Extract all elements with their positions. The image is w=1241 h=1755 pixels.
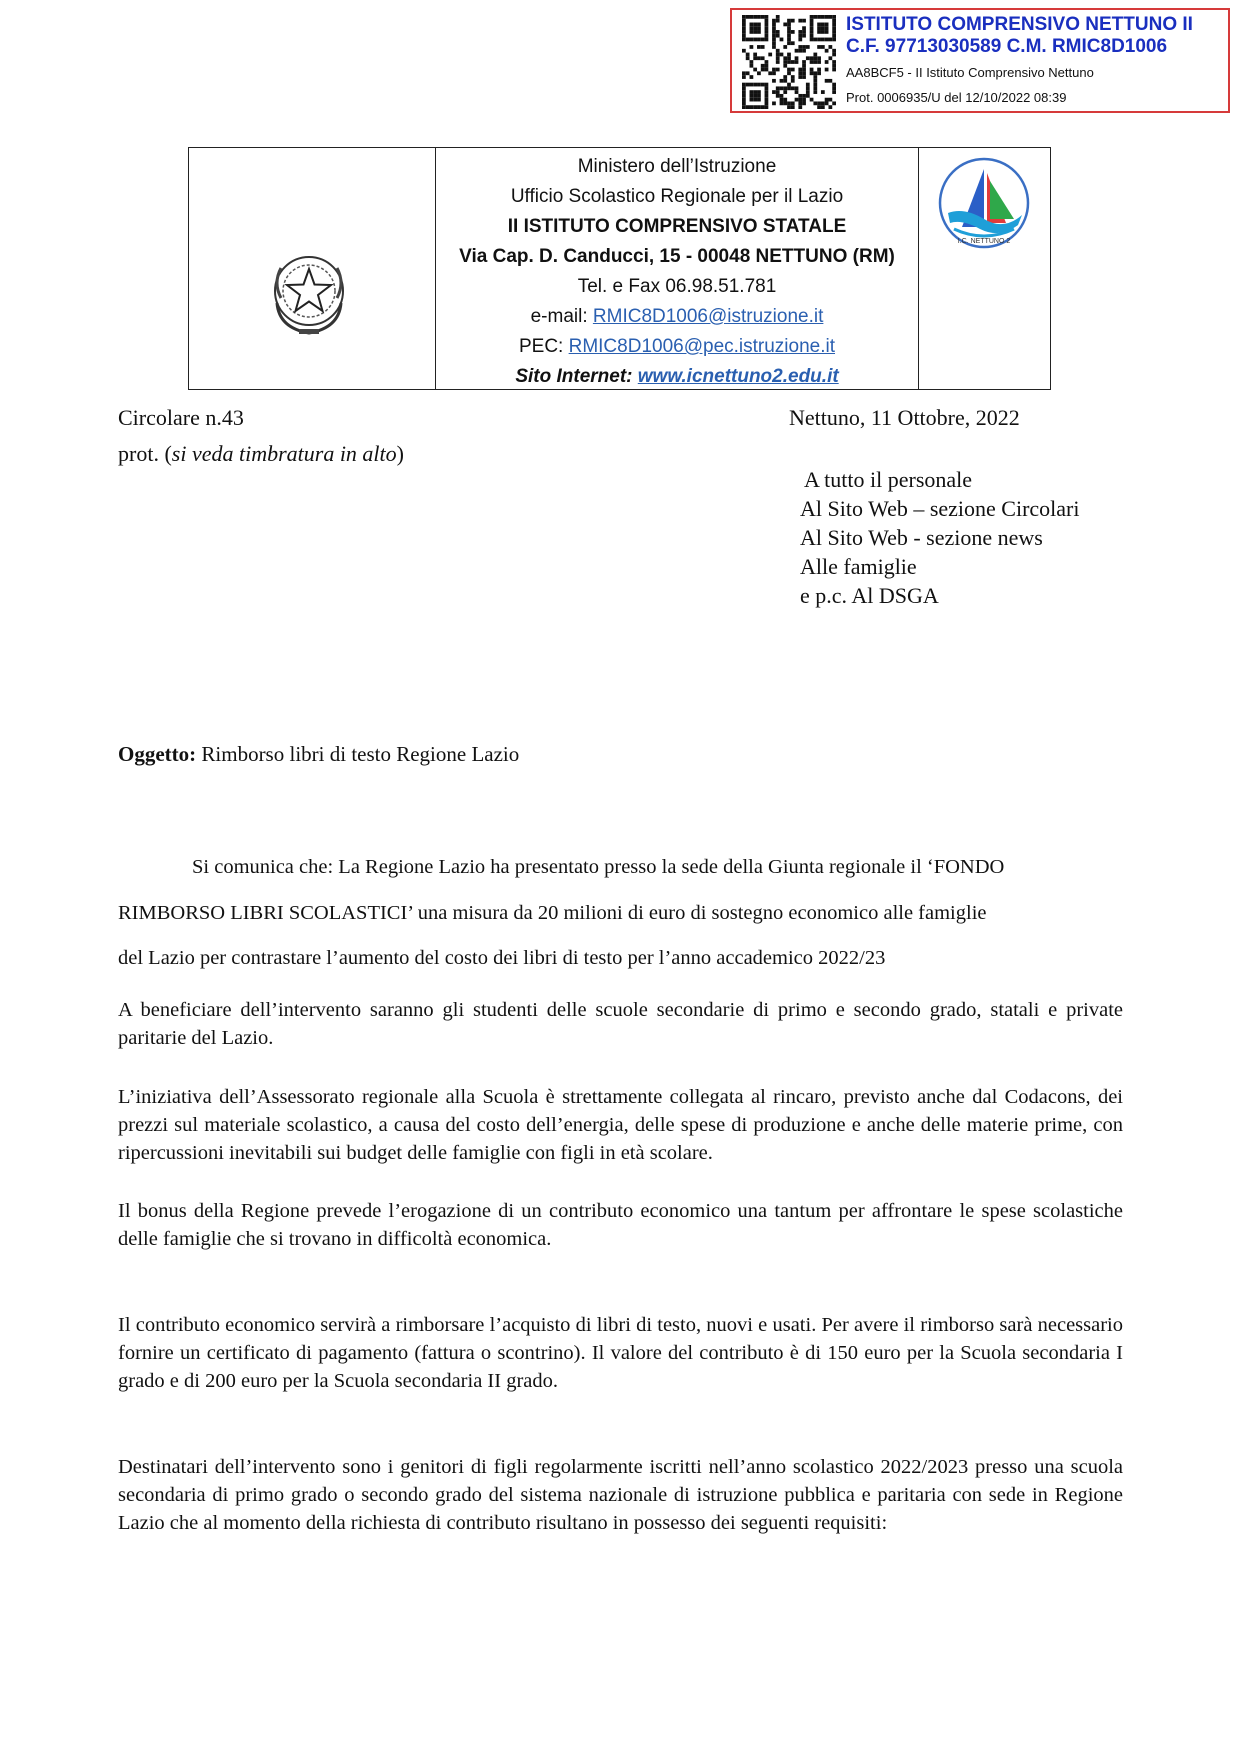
school-email-line <box>436 302 918 332</box>
recipient-item: Al Sito Web – sezione Circolari <box>800 496 1080 521</box>
email-label: e-mail: <box>530 306 593 327</box>
paragraph-text: Il contributo economico servirà a rimborsare l’acquisto di libri di testo, nuovi e usati. Per avere il rimborso sarà necessario fornire un certificato di pagamento (fattura o scontrino). Il valore del contributo è di 150 euro per la Scuola secondaria I grado e di 200 euro per la Scuola secondaria II grado. <box>118 1314 1123 1392</box>
italian-republic-emblem-icon <box>259 243 359 343</box>
subject-text: Rimborso libri di testo Regione Lazio <box>196 742 520 766</box>
stamp-codes: C.F. 97713030589 C.M. RMIC8D1006 <box>846 36 1168 57</box>
recipient-item: Alle famiglie <box>800 554 917 579</box>
stamp-protocol: Prot. 0006935/U del 12/10/2022 08:39 <box>846 90 1067 105</box>
prot-suffix: ) <box>396 441 404 466</box>
subject-label: Oggetto: <box>118 742 197 766</box>
paragraph-beneficiaries <box>118 996 1123 1052</box>
subject-line <box>118 740 519 769</box>
recipient-item: e p.c. Al DSGA <box>800 583 939 608</box>
prot-italic: si veda timbratura in alto <box>171 441 397 466</box>
paragraph-text: L’iniziativa dell’Assessorato regionale alla Scuola è strettamente collegata al rincaro, previsto anche dal Codacons, dei prezzi sul materiale scolastico, a causa del costo dell’energia, delle spese di produzione e anche delle materie prime, con ripercussioni inevitabili sui budget delle famiglie con figli in età scolare. <box>118 1086 1123 1164</box>
pec-label: PEC: <box>518 336 569 357</box>
letterhead-emblem-cell <box>189 148 436 389</box>
letterhead <box>188 147 1051 390</box>
pec-link[interactable]: RMIC8D1006@pec.istruzione.it <box>568 336 836 357</box>
school-logo-icon <box>934 153 1034 253</box>
intro-line-2: RIMBORSO LIBRI SCOLASTICI’ una misura da 20 milioni di euro di sostegno economico alle famiglie <box>118 902 987 924</box>
school-address: Via Cap. D. Canducci, 15 - 00048 NETTUNO (RM) <box>459 246 895 267</box>
email-link[interactable]: RMIC8D1006@istruzione.it <box>592 306 824 327</box>
place-date: Nettuno, 11 Ottobre, 2022 <box>789 405 1020 430</box>
paragraph-recipients <box>118 1453 1123 1537</box>
intro-line-3: del Lazio per contrastare l’aumento del costo dei libri di testo per l’anno accademico 2022/23 <box>118 947 886 969</box>
qr-code-icon <box>742 15 836 109</box>
stamp-id: AA8BCF5 - II Istituto Comprensivo Nettuno <box>846 65 1094 80</box>
stamp-institute: ISTITUTO COMPRENSIVO NETTUNO II <box>846 14 1193 35</box>
school-name: II ISTITUTO COMPRENSIVO STATALE <box>507 216 847 237</box>
intro-line-1: Si comunica che: La Regione Lazio ha presentato presso la sede della Giunta regionale il ‘FONDO <box>192 856 1005 878</box>
paragraph-text: Il bonus della Regione prevede l’erogazione di un contributo economico una tantum per affrontare le spese scolastiche delle famiglie che si trovano in difficoltà economica. <box>118 1200 1123 1250</box>
letterhead-logo-cell <box>919 148 1050 389</box>
school-logo-text: I.C. NETTUNO 2 <box>957 238 1011 245</box>
paragraph-text: Destinatari dell’intervento sono i genitori di figli regolarmente iscritti nell’anno scolastico 2022/2023 presso una scuola secondaria di primo grado o secondo grado del sistema nazionale di istruzione pubblica e paritaria con sede in Regione Lazio che al momento della richiesta di contributo risultano in possesso dei seguenti requisiti: <box>118 1456 1123 1534</box>
recipients-list <box>800 465 1080 610</box>
ministry-name: Ministero dell’Istruzione <box>577 156 777 177</box>
protocol-note <box>118 439 404 468</box>
paragraph-contribution <box>118 1311 1123 1395</box>
paragraph-bonus <box>118 1197 1123 1253</box>
letterhead-school-info <box>436 148 919 389</box>
circolare-number: Circolare n.43 <box>118 405 244 430</box>
paragraph-initiative <box>118 1083 1123 1167</box>
paragraph-text: A beneficiare dell’intervento saranno gli studenti delle scuole secondarie di primo e secondo grado, statali e private paritarie del Lazio. <box>118 999 1123 1049</box>
school-site-line <box>436 362 918 392</box>
site-link[interactable]: www.icnettuno2.edu.it <box>637 366 839 387</box>
recipient-item: Al Sito Web - sezione news <box>800 525 1043 550</box>
school-phone: Tel. e Fax 06.98.51.781 <box>577 276 777 297</box>
school-pec-line <box>436 332 918 362</box>
protocol-stamp <box>730 8 1230 113</box>
recipient-item: A tutto il personale <box>804 467 973 492</box>
site-label: Sito Internet: <box>515 366 638 387</box>
prot-prefix: prot. ( <box>118 441 172 466</box>
regional-office: Ufficio Scolastico Regionale per il Lazio <box>510 186 844 207</box>
